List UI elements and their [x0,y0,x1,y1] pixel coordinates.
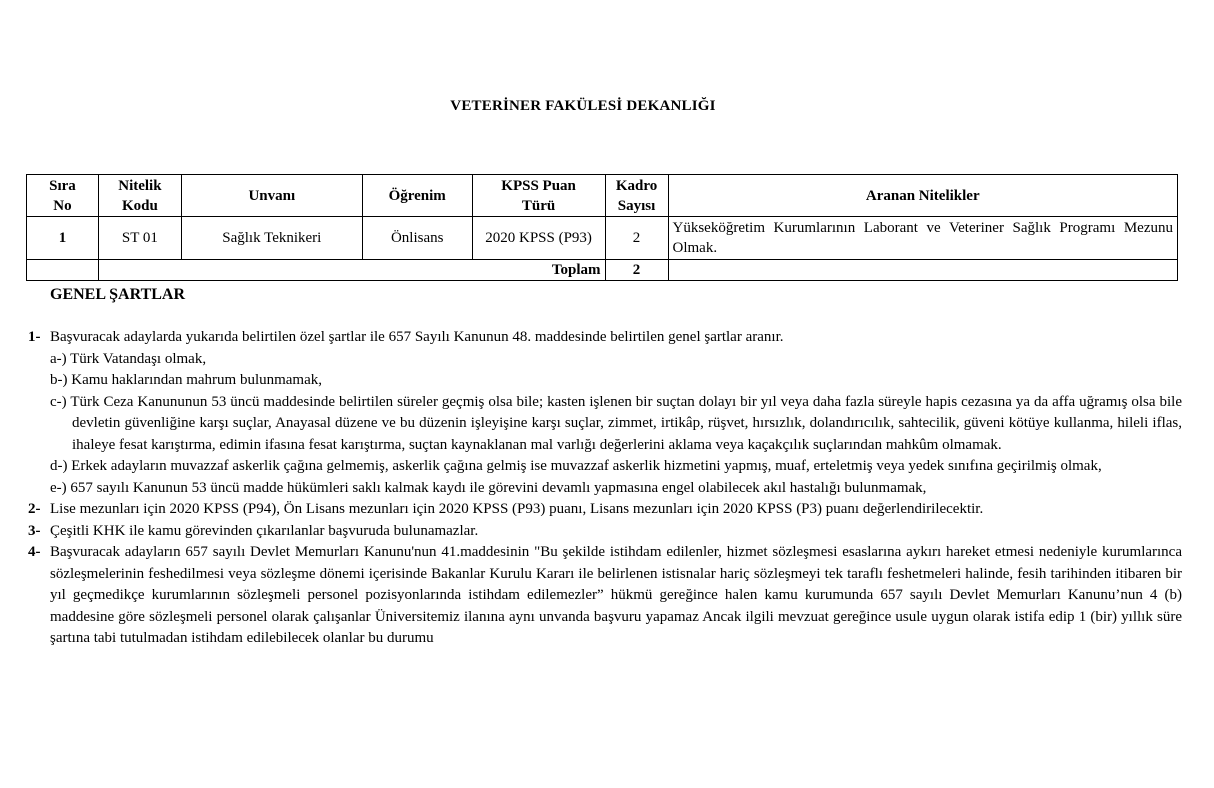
item-text: Başvuracak adaylarda yukarıda belirtilen özel şartlar ile 657 Sayılı Kanunun 48. maddesinde belirtilen genel şartlar aranır. [50,329,784,345]
section-title: GENEL ŞARTLAR [50,286,186,303]
conditions-list [28,327,1182,650]
page-title: VETERİNER FAKÜLESİ DEKANLIĞI [450,98,716,114]
item-text: Çeşitli KHK ile kamu görevinden çıkarılanlar başvuruda bulunamazlar. [50,522,479,539]
cell-unvan: Sağlık Teknikeri [181,217,362,260]
cell-nitelik: Yükseköğretim Kurumlarının Laborant ve Veteriner Sağlık Programı Mezunu Olmak. [668,217,1178,260]
sub-item: d-) Erkek adayların muvazzaf askerlik çağına gelmemiş, askerlik çağına gelmiş ise muvazzaf askerlik hizmetini yapmış, muaf, erteletmiş veya yedek sınıfına geçirilmiş olmak, [50,458,1102,474]
header-ogrenim: Öğrenim [362,175,472,217]
list-item [28,327,1182,349]
sub-item: e-) 657 sayılı Kanunun 53 üncü madde hükümleri saklı kalmak kaydı ile görevini devamlı yapmasına engel olabilecek akıl hastalığı bulunmamak, [50,479,927,496]
cell-kpss: 2020 KPSS (P93) [472,217,605,260]
item-number: 1- [28,329,41,345]
sub-item: c-) Türk Ceza Kanununun 53 üncü maddesinde belirtilen süreler geçmiş olsa bile; kasten işlenen bir suçtan dolayı bir yıl veya daha fazla süreyle hapis cezasına ya da affa uğramış olsa bile devletin güvenliğine karşı suçlar, Anayasal düzene ve bu düzenin işleyişine karşı suçlar, zimmet, irtikâp, rüşvet, hırsızlık, dolandırıcılık, sahtecilik, güveni kötüye kullanma, hileli iflas, ihaleye fesat karıştırma, edimin ifasına fesat karıştırma, suçtan kaynaklanan mal varlığı değerlerini aklama veya kaçakçılık suçlarından mahkûm olmamak. [50,393,1182,453]
header-aranan-nitelikler: Aranan Nitelikler [668,175,1178,217]
header-sira: Sıra No [27,175,99,217]
item-number: 3- [28,522,41,539]
total-label: Toplam [98,260,605,281]
sub-item: a-) Türk Vatandaşı olmak, [50,350,207,367]
table-total-row [27,260,1178,281]
table-header-row [27,175,1178,217]
header-kpss: KPSS Puan Türü [472,175,605,217]
item-text: Lise mezunları için 2020 KPSS (P94), Ön Lisans mezunları için 2020 KPSS (P93) puanı, Lisans mezunları için 2020 KPSS (P3) puanı değerlendirilecektir. [50,501,984,517]
header-nitelik-kodu: Nitelik Kodu [98,175,181,217]
cell-kadro: 2 [605,217,668,260]
cell-sira: 1 [27,217,99,260]
cell-kod: ST 01 [98,217,181,260]
table-row [27,217,1178,260]
header-kadro: Kadro Sayısı [605,175,668,217]
header-unvan: Unvanı [181,175,362,217]
list-item [28,542,1182,650]
list-item [28,499,1182,521]
position-table [26,174,1178,281]
total-empty-cell [27,260,99,281]
sub-item: b-) Kamu haklarından mahrum bulunmamak, [50,372,323,388]
total-empty-cell [668,260,1178,281]
cell-ogrenim: Önlisans [362,217,472,260]
total-value: 2 [605,260,668,281]
item-number: 2- [28,501,41,517]
item-text: Başvuracak adayların 657 sayılı Devlet Memurları Kanunu'nun 41.maddesinin "Bu şekilde istihdam edilenler, hizmet sözleşmesi esaslarına aykırı hareket etmesi nedeniyle kurumlarınca sözleşmelerinin feshedilmesi veya sözleşme dönemi içerisinde Bakanlar Kurulu Kararı ile belirlenen istisnalar hariç sözleşmeyi tek taraflı feshetmeleri halinde, fesih tarihinden itibaren bir yıl geçmedikçe kurumlarının sözleşmeli personel pozisyonlarında istihdam edilemezler” hükmü gereğince halen kamu kurumunda 657 sayılı Devlet Memurları Kanunu’nun 4 (b) maddesine göre sözleşmeli personel olarak çalışanlar Üniversitemiz ilanına aynı unvanda başvuru yapamaz Ancak ilgili mevzuat gereğince usule uygun olarak istifa edip 1 (bir) yıllık süre şartına tabi tutulmadan istihdam edilebilecek olanlar bu durumu [50,544,1182,646]
list-item [28,521,1182,543]
item-number: 4- [28,544,41,560]
